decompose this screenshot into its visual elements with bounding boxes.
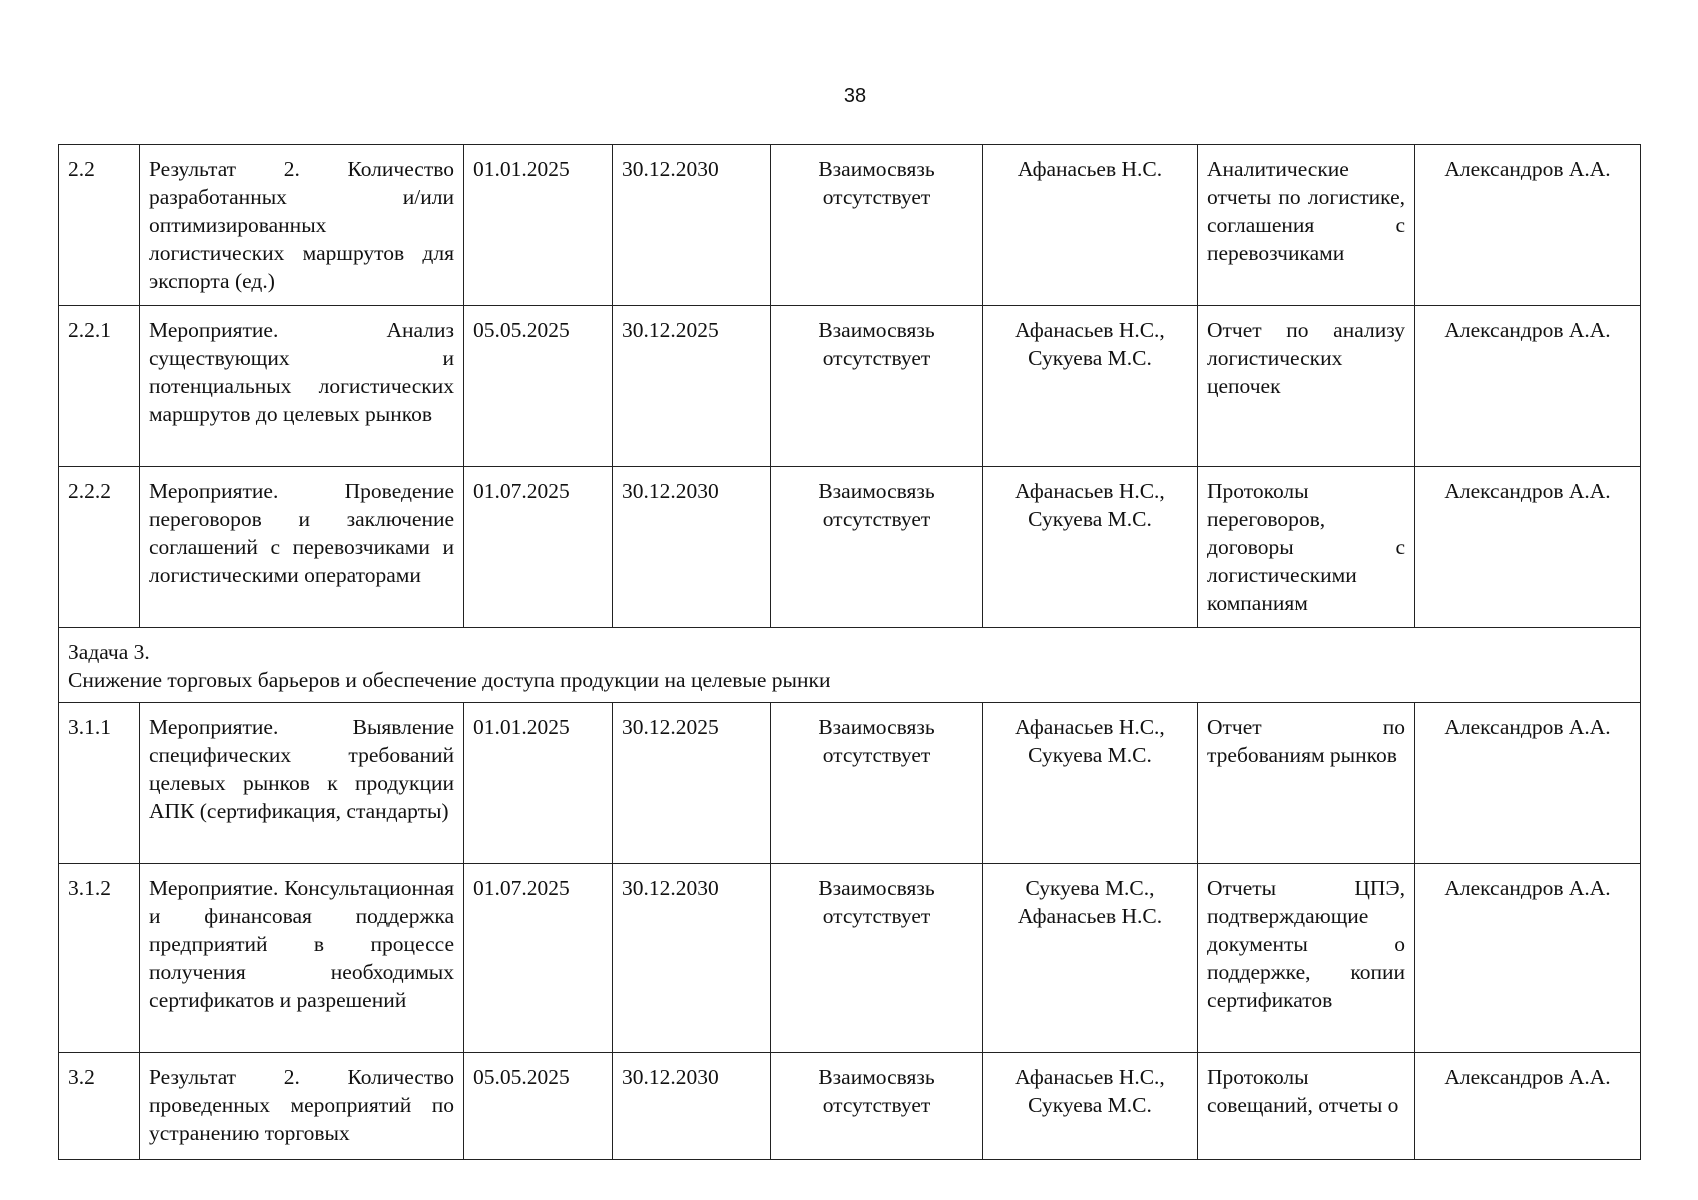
executors-cell	[983, 703, 1198, 864]
link-status: Взаимосвязь отсутствует	[771, 864, 983, 1053]
table-row	[59, 703, 1641, 864]
executors-cell	[983, 306, 1198, 467]
responsible-person: Александров А.А.	[1415, 306, 1641, 467]
result-document: Протоколы совещаний, отчеты о	[1198, 1053, 1415, 1160]
end-date: 30.12.2030	[613, 145, 771, 306]
row-number: 3.1.1	[59, 703, 140, 864]
start-date: 01.07.2025	[464, 864, 613, 1053]
responsible-person: Александров А.А.	[1415, 864, 1641, 1053]
responsible-person: Александров А.А.	[1415, 467, 1641, 628]
activity-title: Мероприятие. Консультационная и финансовая поддержка предприятий в процессе получения необходимых сертификатов и разрешений	[140, 864, 464, 1053]
table-row	[59, 864, 1641, 1053]
start-date: 01.01.2025	[464, 703, 613, 864]
table-row	[59, 145, 1641, 306]
activity-title: Результат 2. Количество разработанных и/или оптимизированных логистических маршрутов для экспорта (ед.)	[140, 145, 464, 306]
start-date: 01.07.2025	[464, 467, 613, 628]
task-header-row	[59, 628, 1641, 703]
start-date: 05.05.2025	[464, 306, 613, 467]
end-date: 30.12.2030	[613, 1053, 771, 1160]
activity-title: Мероприятие. Выявление специфических требований целевых рынков к продукции АПК (сертификация, стандарты)	[140, 703, 464, 864]
executor-name: Сукуева М.С.	[1028, 507, 1152, 531]
executors-cell	[983, 864, 1198, 1053]
table-row	[59, 467, 1641, 628]
result-document: Аналитические отчеты по логистике, соглашения с перевозчиками	[1198, 145, 1415, 306]
executors-cell	[983, 145, 1198, 306]
executor-name: Афанасьев Н.С.	[1017, 904, 1163, 928]
end-date: 30.12.2025	[613, 703, 771, 864]
page-number: 38	[843, 85, 867, 107]
activity-title: Результат 2. Количество проведенных мероприятий по устранению торговых	[140, 1053, 464, 1160]
result-document: Отчеты ЦПЭ, подтверждающие документы о поддержке, копии сертификатов	[1198, 864, 1415, 1053]
responsible-person: Александров А.А.	[1415, 145, 1641, 306]
row-number: 2.2.1	[59, 306, 140, 467]
responsible-person: Александров А.А.	[1415, 1053, 1641, 1160]
executor-name: Сукуева М.С.	[1028, 743, 1152, 767]
executor-name: Афанасьев Н.С.,	[1015, 715, 1165, 739]
result-document: Отчет по требованиям рынков	[1198, 703, 1415, 864]
row-number: 3.2	[59, 1053, 140, 1160]
executor-name: Сукуева М.С.,	[1025, 876, 1155, 900]
task-label: Задача 3.	[68, 640, 150, 664]
responsible-person: Александров А.А.	[1415, 703, 1641, 864]
row-number: 2.2	[59, 145, 140, 306]
executor-name: Афанасьев Н.С.,	[1015, 479, 1165, 503]
end-date: 30.12.2030	[613, 864, 771, 1053]
executors-cell	[983, 467, 1198, 628]
link-status: Взаимосвязь отсутствует	[771, 145, 983, 306]
link-status: Взаимосвязь отсутствует	[771, 467, 983, 628]
start-date: 05.05.2025	[464, 1053, 613, 1160]
activity-title: Мероприятие. Анализ существующих и потенциальных логистических маршрутов до целевых рынков	[140, 306, 464, 467]
end-date: 30.12.2030	[613, 467, 771, 628]
result-document: Отчет по анализу логистических цепочек	[1198, 306, 1415, 467]
table-row	[59, 306, 1641, 467]
end-date: 30.12.2025	[613, 306, 771, 467]
executor-name: Афанасьев Н.С.,	[1015, 318, 1165, 342]
start-date: 01.01.2025	[464, 145, 613, 306]
result-document: Протоколы переговоров, договоры с логистическими компаниям	[1198, 467, 1415, 628]
link-status: Взаимосвязь отсутствует	[771, 703, 983, 864]
row-number: 3.1.2	[59, 864, 140, 1053]
activity-title: Мероприятие. Проведение переговоров и заключение соглашений с перевозчиками и логистическими операторами	[140, 467, 464, 628]
task-title: Снижение торговых барьеров и обеспечение доступа продукции на целевые рынки	[68, 668, 831, 692]
activity-plan-table	[58, 144, 1641, 1160]
task-header	[59, 628, 1641, 703]
executor-name: Сукуева М.С.	[1028, 1093, 1152, 1117]
table-row	[59, 1053, 1641, 1160]
link-status: Взаимосвязь отсутствует	[771, 306, 983, 467]
link-status: Взаимосвязь отсутствует	[771, 1053, 983, 1160]
executor-name: Афанасьев Н.С.	[1017, 157, 1163, 181]
executors-cell	[983, 1053, 1198, 1160]
row-number: 2.2.2	[59, 467, 140, 628]
executor-name: Сукуева М.С.	[1028, 346, 1152, 370]
executor-name: Афанасьев Н.С.,	[1015, 1065, 1165, 1089]
